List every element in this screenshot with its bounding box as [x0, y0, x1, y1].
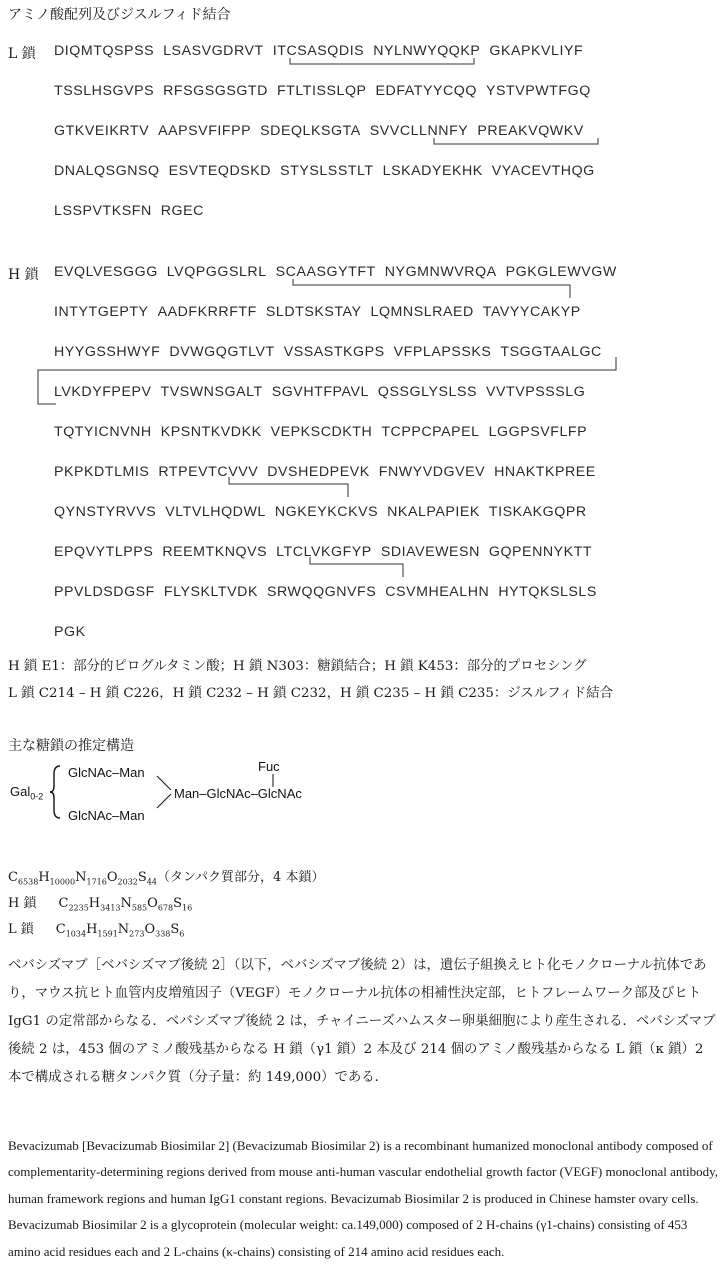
- sequence-block: VSSASTKGPS: [283, 344, 385, 360]
- sequence-block: ITCSASQDIS: [272, 43, 365, 59]
- sequence-block: LVKDYFPEPV: [54, 384, 152, 400]
- formula-count: 585: [131, 903, 148, 913]
- sequence-block: RTPEVTCVVV: [158, 464, 259, 480]
- sequence-block: TSGGTAALGC: [500, 344, 602, 360]
- formula-count: 16: [182, 903, 193, 913]
- glycan-gal-subscript: 0-2: [30, 791, 44, 802]
- disulfide-note: L 鎖 C214 – H 鎖 C226，H 鎖 C232 – H 鎖 C232，H 鎖 C235 – H 鎖 C235：ジスルフィド結合: [8, 686, 613, 701]
- sequence-block: TCPPCPAPEL: [381, 424, 480, 440]
- sequence-block: DVWGQGTLVT: [169, 344, 275, 360]
- sequence-block: LSASVGDRVT: [163, 43, 264, 59]
- formula-heavy: [8, 892, 192, 913]
- sequence-block: GTKVEIKRTV: [54, 123, 150, 139]
- formula-element: S: [137, 870, 147, 885]
- sequence-block: LSSPVTKSFN: [54, 203, 152, 219]
- formula-element: C: [55, 922, 66, 937]
- sequence-block: TISKAKGQPR: [488, 504, 587, 520]
- sequence-block: VEPKSCDKTH: [270, 424, 373, 440]
- sequence-block: YSTVPWTFGQ: [485, 83, 591, 99]
- sequence-block: REEMTKNQVS: [162, 544, 268, 560]
- sequence-block: CSVMHEALHN: [385, 584, 490, 600]
- formula-element: N: [120, 896, 132, 911]
- sequence-block: GKAPKVLIYF: [489, 43, 584, 59]
- sequence-block: RFSGSGSGTD: [163, 83, 268, 99]
- disulfide-link: [38, 357, 616, 404]
- sequence-block: NYGMNWVRQA: [384, 264, 497, 280]
- formula-element: O: [106, 870, 118, 885]
- formula-total-expression: [8, 870, 157, 885]
- sequence-block: SGVHTFPAVL: [271, 384, 369, 400]
- modification-note: H 鎖 E1：部分的ピログルタミン酸；H 鎖 N303：糖鎖結合；H 鎖 K453：部分的プロセシング: [8, 659, 587, 674]
- formula-count: 678: [157, 903, 174, 913]
- sequence-block: HYTQKSLSLS: [498, 584, 597, 600]
- glycan-core: Man–GlcNAc–GlcNAc: [174, 786, 302, 801]
- sequence-block: TAVYYCAKYP: [482, 304, 581, 320]
- disulfide-link: [229, 477, 348, 497]
- formula-element: O: [147, 896, 158, 911]
- disulfide-bonds: [0, 0, 728, 640]
- formula-count: 1716: [86, 877, 107, 887]
- sequence-block: VLTVLHQDWL: [165, 504, 266, 520]
- light-chain-label: L 鎖: [8, 46, 36, 62]
- sequence-block: TSSLHSGVPS: [54, 83, 155, 99]
- sequence-block: SVVCLLNNFY: [369, 123, 469, 139]
- sequence-block: LTCLVKGFYP: [276, 544, 372, 560]
- sequence-block: FTLTISSLQP: [276, 83, 367, 99]
- glycan-upper-branch: GlcNAc–Man: [68, 765, 145, 780]
- formula-count: 6: [179, 929, 185, 939]
- sequence-block: PPVLDSDGSF: [54, 584, 155, 600]
- sequence-block: NGKEYKCKVS: [274, 504, 379, 520]
- disulfide-link: [310, 557, 403, 577]
- formula-count: 6538: [17, 877, 39, 887]
- sequence-block: EDFATYYCQQ: [375, 83, 477, 99]
- formula-light: [8, 918, 184, 939]
- sequence-block: ESVTEQDSKD: [168, 163, 272, 179]
- sequence-block: SDIAVEWESN: [380, 544, 480, 560]
- formula-element: C: [58, 896, 69, 911]
- sequence-block: NKALPAPIEK: [387, 504, 480, 520]
- glycan-brace: [50, 764, 62, 820]
- sequence-block: FNWYVDGVEV: [378, 464, 486, 480]
- sequence-block: PGK: [54, 624, 86, 640]
- sequence-block: DVSHEDPEVK: [267, 464, 370, 480]
- formula-count: 44: [146, 877, 157, 887]
- sequence-block: TQTYICNVNH: [54, 424, 152, 440]
- formula-count: 1034: [65, 929, 87, 939]
- formula-element: H: [88, 896, 101, 911]
- formula-total: [8, 866, 324, 887]
- sequence-block: DIQMTQSPSS: [54, 43, 155, 59]
- formula-element: S: [170, 922, 180, 937]
- sequence-block: VFPLAPSSKS: [393, 344, 492, 360]
- sequence-block: DNALQSGNSQ: [54, 163, 160, 179]
- formula-count: 2032: [117, 877, 138, 887]
- sequence-block: LVQPGGSLRL: [166, 264, 267, 280]
- sequence-block: QYNSTYRVVS: [54, 504, 157, 520]
- sequence-block: KPSNTKVDKK: [160, 424, 262, 440]
- formula-count: 1591: [97, 929, 118, 939]
- sequence-block: NYLNWYQQKP: [373, 43, 481, 59]
- sequence-block: EPQVYTLPPS: [54, 544, 154, 560]
- glycan-fucose: Fuc: [258, 759, 280, 774]
- formula-element: H: [86, 922, 98, 937]
- sequence-block: TVSWNSGALT: [160, 384, 263, 400]
- sequence-block: LSKADYEKHK: [382, 163, 483, 179]
- glycan-branch-connector: [155, 770, 175, 814]
- sequence-block: AADFKRRFTF: [157, 304, 257, 320]
- sequence-block: LGGPSVFLFP: [488, 424, 588, 440]
- sequence-block: PREAKVQWKV: [477, 123, 584, 139]
- disulfide-link: [293, 279, 570, 298]
- formula-count: 10000: [49, 877, 76, 887]
- glycan-title: 主な糖鎖の推定構造: [8, 738, 134, 754]
- formula-element: S: [173, 896, 183, 911]
- sequence-block: QSSGLYSLSS: [377, 384, 477, 400]
- disulfide-link: [434, 138, 598, 144]
- glycan-gal-label: Gal: [10, 784, 31, 799]
- sequence-block: HNAKTKPREE: [494, 464, 596, 480]
- glycan-lower-branch: GlcNAc–Man: [68, 808, 145, 823]
- formula-count: 2235: [68, 903, 89, 913]
- formula-element: H: [38, 870, 50, 885]
- formula-element: N: [117, 922, 130, 937]
- formula-light-expression: [56, 922, 185, 937]
- section-title: アミノ酸配列及びジスルフィド結合: [8, 7, 231, 23]
- formula-element: C: [8, 870, 18, 885]
- disulfide-link: [290, 58, 474, 64]
- sequence-block: GQPENNYKTT: [488, 544, 593, 560]
- sequence-block: VVTVPSSSLG: [486, 384, 586, 400]
- formula-element: N: [75, 870, 87, 885]
- glycan-gal: [10, 784, 43, 802]
- sequence-block: VYACEVTHQG: [491, 163, 595, 179]
- sequence-block: STYSLSSTLT: [280, 163, 374, 179]
- sequence-block: LQMNSLRAED: [370, 304, 474, 320]
- formula-light-label: L 鎖: [8, 922, 34, 937]
- glycan-fucose-link: [271, 774, 275, 788]
- sequence-block: FLYSKLTVDK: [163, 584, 258, 600]
- description-english: Bevacizumab [Bevacizumab Biosimilar 2] (Bevacizumab Biosimilar 2) is a recombinant humanized monoclonal antibody composed of complementarity-determining regions derived from mouse anti-human vascular endothelial growth factor (VEGF) monoclonal antibody, human framework regions and human IgG1 constant regions. Bevacizumab Biosimilar 2 is produced in Chinese hamster ovary cells. Bevacizumab Biosimilar 2 is a glycoprotein (molecular weight: ca.149,000) composed of 2 H-chains (γ1-chains) consisting of 453 amino acid residues each and 2 L-chains (κ-chains) consisting of 214 amino acid residues each.: [8, 1138, 718, 1259]
- heavy-chain-label: H 鎖: [8, 267, 39, 283]
- sequence-block: SRWQQGNVFS: [266, 584, 377, 600]
- formula-total-note: （タンパク質部分，4 本鎖）: [156, 870, 325, 885]
- formula-heavy-label: H 鎖: [8, 896, 37, 911]
- sequence-block: EVQLVESGGG: [54, 264, 158, 280]
- formula-heavy-expression: [58, 896, 192, 911]
- sequence-block: RGEC: [160, 203, 204, 219]
- sequence-block: SLDTSKSTAY: [265, 304, 362, 320]
- formula-element: O: [144, 922, 156, 937]
- sequence-block: AAPSVFIFPP: [158, 123, 252, 139]
- formula-count: 273: [129, 929, 145, 939]
- formula-count: 338: [155, 929, 171, 939]
- formula-count: 3413: [100, 903, 121, 913]
- sequence-block: SCAASGYTFT: [275, 264, 376, 280]
- sequence-block: HYYGSSHWYF: [54, 344, 161, 360]
- sequence-block: PGKGLEWVGW: [505, 264, 617, 280]
- sequence-block: SDEQLKSGTA: [260, 123, 361, 139]
- sequence-block: INTYTGEPTY: [54, 304, 149, 320]
- sequence-block: PKPKDTLMIS: [54, 464, 150, 480]
- description-japanese: ベバシズマブ［ベバシズマブ後続 2］（以下，ベバシズマブ後続 2）は，遺伝子組換えヒト化モノクローナル抗体であり，マウス抗ヒト血管内皮増殖因子（VEGF）モノクローナル抗体の相補性決定部，ヒトフレームワーク部及びヒト IgG1 の定常部からなる．ベバシズマブ後続 2 は，チャイニーズハムスター卵巣細胞により産生される．ベバシズマブ後続 2 は，453 個のアミノ酸残基からなる H 鎖（γ1 鎖）2 本及び 214 個のアミノ酸残基からなる L 鎖（κ 鎖）2 本で構成される糖タンパク質（分子量：約 149,000）である．: [8, 958, 716, 1085]
